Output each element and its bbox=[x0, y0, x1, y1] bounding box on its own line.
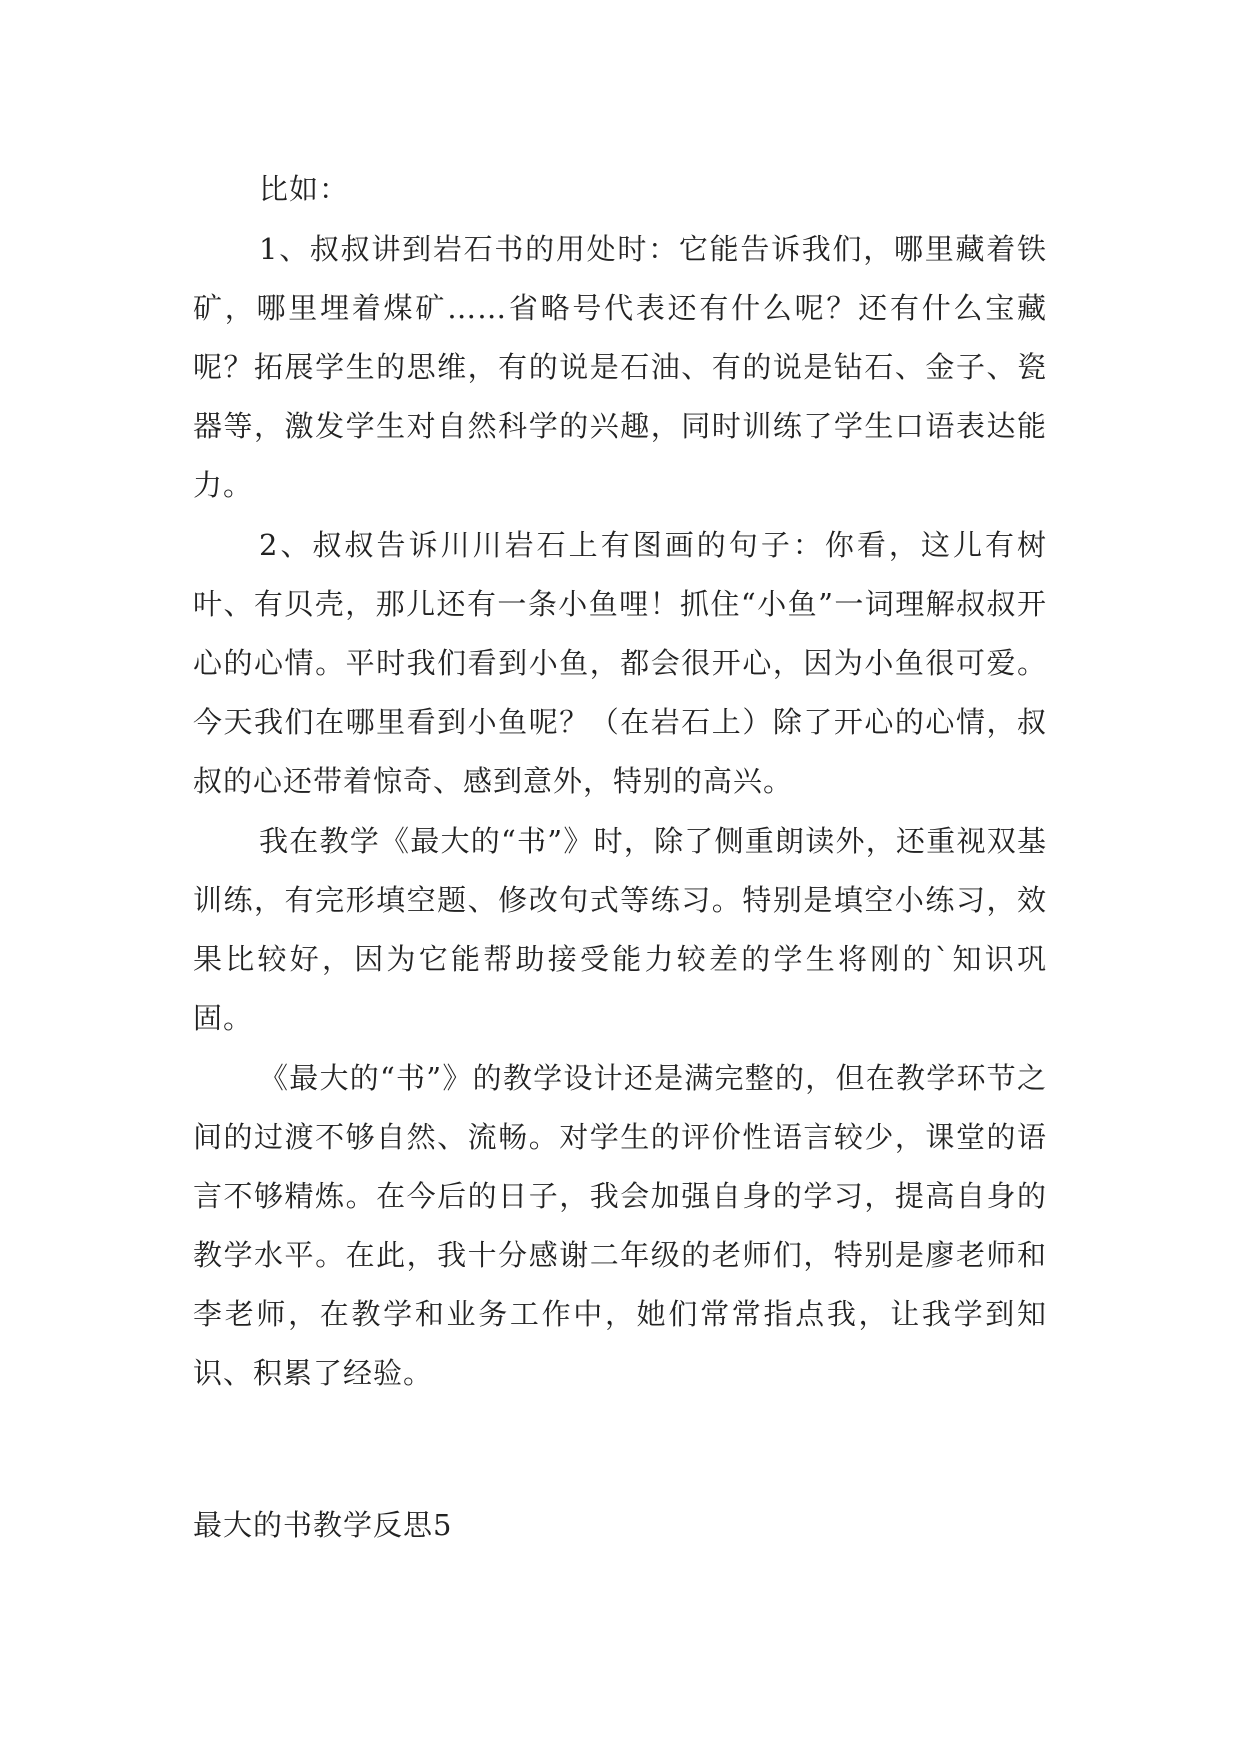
paragraph-example-1: 1、叔叔讲到岩石书的用处时：它能告诉我们，哪里藏着铁矿，哪里埋着煤矿……省略号代表还有什么呢？还有什么宝藏呢？拓展学生的思维，有的说是石油、有的说是钻石、金子、瓷器等，激发学生对自然科学的兴趣，同时训练了学生口语表达能力。 bbox=[193, 232, 1047, 502]
section-heading: 最大的书教学反思5 bbox=[193, 1508, 453, 1542]
paragraph-example-2: 2、叔叔告诉川川岩石上有图画的句子：你看，这儿有树叶、有贝壳，那儿还有一条小鱼哩！抓住“小鱼”一词理解叔叔开心的心情。平时我们看到小鱼，都会很开心，因为小鱼很可爱。今天我们在哪里看到小鱼呢？（在岩石上）除了开心的心情，叔叔的心还带着惊奇、感到意外，特别的高兴。 bbox=[193, 528, 1047, 798]
paragraph-reflection: 《最大的“书”》的教学设计还是满完整的，但在教学环节之间的过渡不够自然、流畅。对学生的评价性语言较少，课堂的语言不够精炼。在今后的日子，我会加强自身的学习，提高自身的教学水平。在此，我十分感谢二年级的老师们，特别是廖老师和李老师，在教学和业务工作中，她们常常指点我，让我学到知识、积累了经验。 bbox=[193, 1061, 1047, 1390]
document-body bbox=[193, 160, 1047, 1403]
paragraph-intro: 比如： bbox=[259, 172, 350, 206]
paragraph-teaching-practice: 我在教学《最大的“书”》时，除了侧重朗读外，还重视双基训练，有完形填空题、修改句式等练习。特别是填空小练习，效果比较好，因为它能帮助接受能力较差的学生将刚的`知识巩固。 bbox=[193, 824, 1047, 1035]
